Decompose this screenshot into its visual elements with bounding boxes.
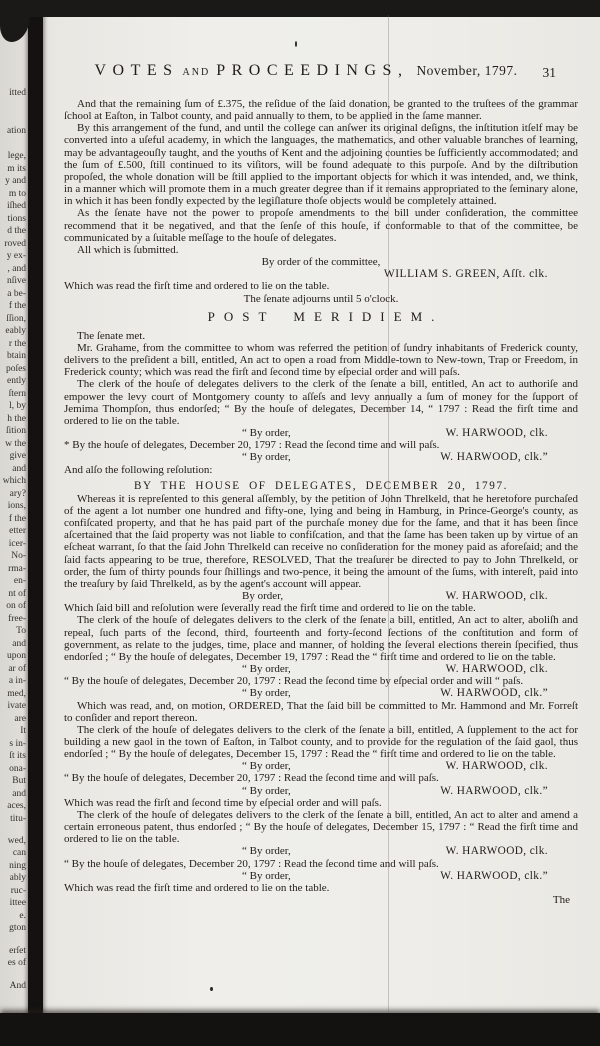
paragraph: Which was read the firſt and ſecond time by eſpecial order and will paſs. — [64, 796, 382, 809]
paragraph: Which was read, and, on motion, ORDERED, That the ſaid bill be committed to Mr. Hammond and Mr. Forreſt to conſider and report thereon. — [64, 699, 578, 724]
bleed-text-fragment: eably — [5, 326, 26, 336]
scan-top-border — [0, 0, 600, 17]
bleed-text-fragment: f the — [8, 514, 26, 524]
bleed-text-fragment: iſhed — [7, 201, 26, 211]
header-date: November, 1797. — [416, 63, 518, 78]
bleed-text-fragment: wed, — [7, 836, 26, 846]
bleed-text-fragment: es of — [7, 958, 26, 968]
bleed-text-fragment: ſſion, — [6, 314, 26, 324]
bleed-text-fragment: lege, — [7, 151, 26, 161]
catchword: The — [552, 894, 570, 906]
by-order-label: By order, — [242, 590, 284, 603]
bleed-text-fragment: ſition — [5, 426, 26, 436]
bleed-text-fragment: It — [20, 726, 26, 736]
by-order-line — [64, 760, 578, 772]
bleed-text-fragment: ona- — [9, 764, 26, 774]
post-meridiem-heading: POST MERIDIEM. — [207, 308, 444, 324]
bleed-text-fragment: nſive — [7, 276, 26, 286]
bleed-text-fragment: r the — [8, 339, 26, 349]
clerk-signature: W. HARWOOD, clk. — [445, 760, 548, 773]
clerk-signature: W. HARWOOD, clk.” — [440, 784, 548, 797]
clerk-signature: W. HARWOOD, clk.” — [440, 451, 548, 464]
bleed-text-fragment: titu- — [10, 814, 26, 824]
bleed-text-fragment: ſtern — [8, 389, 26, 399]
paragraph: By this arrangement of the fund, and until the college can anſwer its original deſigns, the inſtitution itſelf may be converted into a uſeful academy, in which the languages, the mathematics, and other valuable branches of learning, may be advantageouſly taught, and the youths of Kent and the adjoining counties be ſufficiently accommodated; and the ſum of £.500, ſtill continued to its viſitors, will be found adequate to this purpoſe. And by the diſtribution propoſed, the whole donation will be ſtill applied to the important objects for which it was intended, and, we think, in a manner which will promote them in a much greater degree than if it remains appropriated to the ſeminary alone, in which it has been fondly expected by the legiſlature thoſe objects would be completely attained. — [64, 122, 578, 208]
bleed-text-fragment: can — [12, 848, 26, 858]
header-title-proceedings: PROCEEDINGS, — [216, 62, 409, 79]
by-order-label: “ By order, — [242, 687, 291, 700]
house-of-delegates-heading: BY THE HOUSE OF DELEGATES, DECEMBER 20, 1797. — [133, 479, 509, 492]
paragraph: And alſo the following reſolution: — [64, 463, 213, 476]
by-order-line — [64, 590, 578, 602]
paragraph: And that the remaining ſum of £.375, the reſidue of the ſaid donation, be granted to the truſtees of the grammar ſchool at Eaſton, in Talbot county, and paid annually to them, to be applied in the ſame manner. — [64, 98, 578, 123]
bleed-text-fragment: which — [2, 476, 26, 486]
bleed-text-fragment: ar of — [8, 664, 26, 674]
by-order-label: “ By order, — [242, 784, 291, 797]
by-order-label: “ By order, — [242, 760, 291, 773]
facing-page-bleed-fragments — [0, 0, 27, 1013]
paragraph: Whereas it is repreſented to this general aſſembly, by the petition of John Threlkeld, that he heretofore purchaſed of the agent a lot number one hundred and fifty-one, lying and being in Hamburg, in Prince-George's county, as confiſcated property, and that he has paid part of the purchaſe money due for the ſame, and that it has been ſince aſcertained that the ſaid property was not liable to confiſcation, and that the ſame has been taken up by virtue of an eſcheat warrant, ſo that the ſaid John Threlkeld can receive no conſideration for the money paid as aforeſaid; and the ſaid facts appearing to be true, therefore, RESOLVED, That the treaſurer be directed to pay to John Threlkeld, or order, the ſum of thirty pounds four ſhillings and two-pence, it being the amount of the ſums, with intereſt, paid into the treaſury by ſaid Threlkeld, as by the agent's account will appear. — [64, 492, 578, 590]
ink-speck — [295, 41, 297, 47]
bleed-text-fragment: etter — [9, 526, 26, 536]
paragraph: Which was read the firſt time and ordered to lie on the table. — [64, 280, 330, 293]
bleed-text-fragment: , and — [7, 264, 26, 274]
bleed-text-fragment: btain — [7, 351, 26, 361]
bleed-text-fragment: h the — [7, 414, 26, 424]
bleed-text-fragment: ions, — [7, 501, 26, 511]
bleed-text-fragment: ently — [7, 376, 26, 386]
bleed-text-fragment: No- — [11, 551, 26, 561]
centered-line: The ſenate adjourns until 5 o'clock. — [243, 292, 399, 305]
bleed-text-fragment: icer- — [8, 539, 26, 549]
paragraph: “ By the houſe of delegates, December 20, 1797 : Read the ſecond time and will paſs. — [64, 857, 439, 870]
bleed-text-fragment: ably — [9, 873, 26, 883]
bleed-text-fragment: give — [9, 451, 26, 461]
bleed-text-fragment: And — [9, 981, 26, 991]
bleed-text-fragment: rma- — [8, 564, 26, 574]
bleed-text-fragment: erſet — [9, 946, 26, 956]
paragraph: “ By the houſe of delegates, December 20, 1797 : Read the ſecond time by eſpecial order and will “ paſs. — [64, 675, 524, 688]
bleed-text-fragment: en- — [13, 576, 26, 586]
book-spine-shadow — [28, 0, 43, 1018]
bleed-text-fragment: To — [16, 626, 26, 636]
bleed-text-fragment: ruc- — [10, 886, 26, 896]
paragraph: The clerk of the houſe of delegates delivers to the clerk of the ſenate a bill, entitled, An act to authoriſe and empower the levy court of Montgomery county to aſſeſs and levy annually a ſum of money for the ſupport of Jemima Thompſon, thus endorſed; “ By the houſe of delegates, December 14, “ 1797 : Read the firſt time and ordered to lie on the table. — [64, 378, 578, 427]
bleed-text-fragment: on of — [6, 601, 26, 611]
bleed-text-fragment: y and — [5, 176, 26, 186]
bleed-text-fragment: ivate — [7, 701, 26, 711]
paragraph: Which was read the firſt time and ordered to lie on the table. — [64, 881, 330, 894]
bleed-text-fragment: ittee — [9, 898, 26, 908]
paragraph: The clerk of the houſe of delegates delivers to the clerk of the ſenate a bill, entitled, A ſupplement to the act for building a new gaol in the town of Eaſton, in Talbot county, and to provide for the regulation of the ſaid gaol, thus endorſed ; “ By the houſe of delegates, December 15, 1797 : Read the “ firſt time and ordered to lie on the table. — [64, 723, 578, 761]
clerk-signature: W. HARWOOD, clk.” — [440, 687, 548, 700]
bleed-text-fragment: ning — [9, 861, 26, 871]
bleed-text-fragment: tions — [7, 214, 26, 224]
by-order-line — [64, 687, 578, 699]
bleed-text-fragment: m to — [8, 189, 26, 199]
bleed-text-fragment: a be- — [7, 289, 26, 299]
bleed-text-fragment: poſes — [5, 364, 26, 374]
bleed-text-fragment: upon — [7, 651, 26, 661]
bleed-text-fragment: and — [12, 464, 26, 474]
signature-line: WILLIAM S. GREEN, Aſſt. clk. — [383, 268, 548, 281]
centered-line: By order of the committee, — [261, 256, 381, 269]
by-order-line — [64, 451, 578, 463]
header-title-votes: VOTES — [94, 62, 179, 79]
bleed-text-fragment: w the — [5, 439, 26, 449]
by-order-line — [64, 663, 578, 675]
header-title-and: AND — [182, 67, 211, 78]
by-order-label: “ By order, — [242, 427, 291, 440]
bleed-text-fragment: s in- — [9, 739, 26, 749]
clerk-signature: W. HARWOOD, clk. — [445, 663, 548, 676]
scan-bottom-border — [0, 1013, 600, 1046]
bleed-text-fragment: and — [12, 639, 26, 649]
page-number: 31 — [542, 65, 556, 80]
bleed-text-fragment: roved — [4, 239, 26, 249]
bleed-text-fragment: f the — [8, 301, 26, 311]
bleed-text-fragment: aces, — [7, 801, 26, 811]
bleed-text-fragment: But — [12, 776, 26, 786]
bleed-text-fragment: a in- — [8, 676, 26, 686]
by-order-line — [64, 845, 578, 857]
bleed-text-fragment: ation — [7, 126, 26, 136]
paragraph: The clerk of the houſe of delegates delivers to the clerk of the ſenate a bill, entitled, An act to alter, aboliſh and repeal, ſuch parts of the ſecond, third, fourteenth and forty-ſecond ſections of the conſtitution and form of government, as relate to the judges, time, place and manner, of holding the ſeveral elections therein ſpecified, thus endorſed ; “ By the houſe of delegates, December 19, 1797 : Read the “ firſt time and ordered to lie on the table. — [64, 614, 578, 663]
bleed-text-fragment: l, by — [9, 401, 26, 411]
bleed-text-fragment: med, — [7, 689, 26, 699]
paragraph: Which ſaid bill and reſolution were ſeverally read the firſt time and ordered to lie on the table. — [64, 602, 476, 615]
bleed-text-fragment: free- — [8, 614, 26, 624]
clerk-signature: W. HARWOOD, clk. — [445, 590, 548, 603]
clerk-signature: W. HARWOOD, clk. — [445, 427, 548, 440]
by-order-label: “ By order, — [242, 663, 291, 676]
by-order-line — [64, 870, 578, 882]
bleed-text-fragment: gton — [9, 923, 26, 933]
bleed-text-fragment: nt of — [8, 589, 26, 599]
bleed-text-fragment: ſt its — [9, 751, 26, 761]
paragraph: The ſenate met. — [77, 329, 146, 342]
paragraph: Mr. Grahame, from the committee to whom was referred the petition of ſundry inhabitants of Frederick county, delivers to the preſident a bill, entitled, An act to open a road from Middle-town to New-town, Trap or Freedom, in Frederick county; which was read the firſt and ſecond time by eſpecial order and will paſs. — [64, 341, 578, 379]
clerk-signature: W. HARWOOD, clk. — [445, 845, 548, 858]
by-order-line — [64, 427, 578, 439]
paragraph: The clerk of the houſe of delegates delivers to the clerk of the ſenate a bill, entitled, An act to alter and amend a certain erroneous patent, thus endorſed ; “ By the houſe of delegates, December 15, 1797 : “ Read the firſt time and ordered to lie on the table. — [64, 808, 578, 846]
bleed-text-fragment: e. — [19, 911, 26, 921]
running-header — [20, 62, 592, 80]
paragraph: “ By the houſe of delegates, December 20, 1797 : Read the ſecond time and will paſs. — [64, 772, 439, 785]
bleed-text-fragment: itted — [9, 88, 26, 98]
by-order-label: “ By order, — [242, 869, 291, 882]
bleed-text-fragment: y ex- — [6, 251, 26, 261]
bleed-text-fragment: ary? — [9, 489, 26, 499]
paragraph: * By the houſe of delegates, December 20, 1797 : Read the ſecond time and will paſs. — [64, 439, 440, 452]
by-order-label: “ By order, — [242, 451, 291, 464]
ink-speck — [210, 987, 213, 991]
clerk-signature: W. HARWOOD, clk.” — [440, 869, 548, 882]
by-order-line — [64, 785, 578, 797]
paragraph: All which is ſubmitted. — [77, 243, 179, 256]
bleed-text-fragment: and — [12, 789, 26, 799]
by-order-label: “ By order, — [242, 845, 291, 858]
bleed-text-fragment: m its — [7, 164, 26, 174]
bleed-text-fragment: are — [14, 714, 26, 724]
bleed-text-fragment: d the — [7, 226, 26, 236]
page-body — [64, 98, 578, 906]
paragraph: As the ſenate have not the power to propoſe amendments to the bill under conſideration, the committee recommend that it be negatived, and that the ſenſe of this houſe, if conformable to that of the committee, be communicated by a ſuitable meſſage to the houſe of delegates. — [64, 207, 578, 244]
